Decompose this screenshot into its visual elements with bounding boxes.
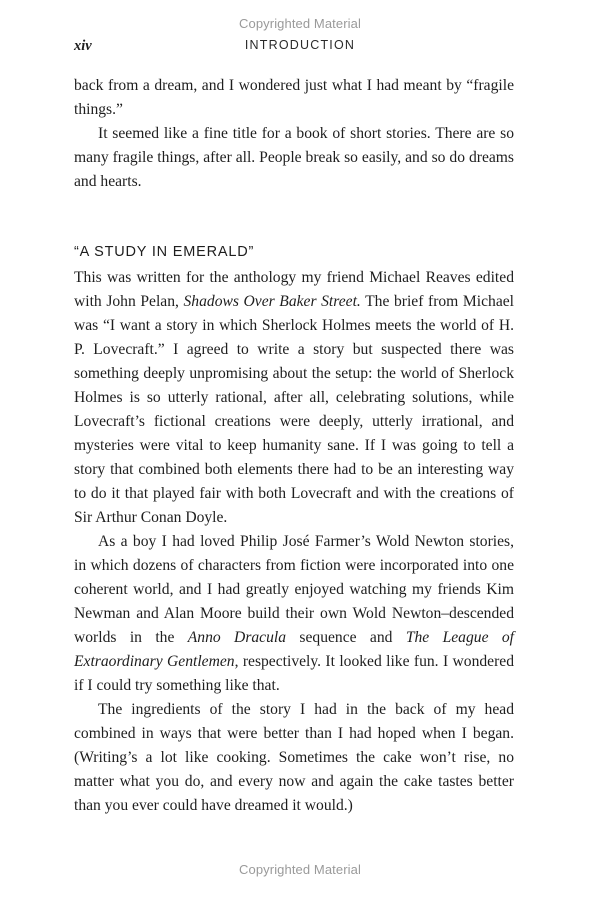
text-run: As a boy I had loved Philip José Farmer’s Wold Newton stories, in which dozens of characters from fiction were incorporated into one coherent world, and I had greatly enjoyed watching my friends Kim Newman and Alan Moore build their own Wold Newton–descended worlds in the [74,533,514,646]
paragraph: The ingredients of the story I had in the back of my head combined in ways that were better than I had hoped when I began. (Writing’s a lot like cooking. Sometimes the cake won’t rise, no matter what you do, and every now and again the cake tastes better than you ever could have dreamed it would.) [74,701,514,814]
paragraph: back from a dream, and I wondered just what I had meant by “fragile things.” [74,77,514,118]
running-head: INTRODUCTION [244,38,356,52]
text-run: The brief from Michael was “I want a story in which Sherlock Holmes meets the world of H. P. Lovecraft.” I agreed to write a story but suspected there was something deeply unpromising about the setup: the world of Sherlock Holmes is so utterly rational, after all, celebrating solutions, while Lovecraft’s fictional creations were deeply, utterly irrational, and mysteries were vital to keep humanity sane. If I was going to tell a story that combined both elements there had to be an interesting way to do it that played fair with both Lovecraft and with the creations of Sir Arthur Conan Doyle. [74,293,514,526]
paragraph [74,530,514,698]
text-run: sequence and [286,629,406,646]
section-heading: “A STUDY IN EMERALD” [74,244,255,260]
book-title: Shadows Over Baker Street. [183,293,361,310]
text-run: This was written for the anthology my friend Michael Reaves edited with John Pelan, [74,269,514,310]
paragraph: It seemed like a fine title for a book of short stories. There are so many fragile things, after all. People break so easily, and so do dreams and hearts. [74,125,514,190]
intro-text-block [74,74,514,194]
book-title: The League of Extraordinary Gentlemen [74,629,515,670]
page-number: xiv [74,38,92,54]
text-run: , respectively. It looked like fun. I wondered if I could try something like that. [74,653,514,694]
book-title: Anno Dracula [187,629,287,646]
paragraph [74,266,514,530]
copyright-watermark-top: Copyrighted Material [239,16,361,31]
copyright-watermark-bottom: Copyrighted Material [239,862,361,877]
section-study-in-emerald [74,240,514,818]
